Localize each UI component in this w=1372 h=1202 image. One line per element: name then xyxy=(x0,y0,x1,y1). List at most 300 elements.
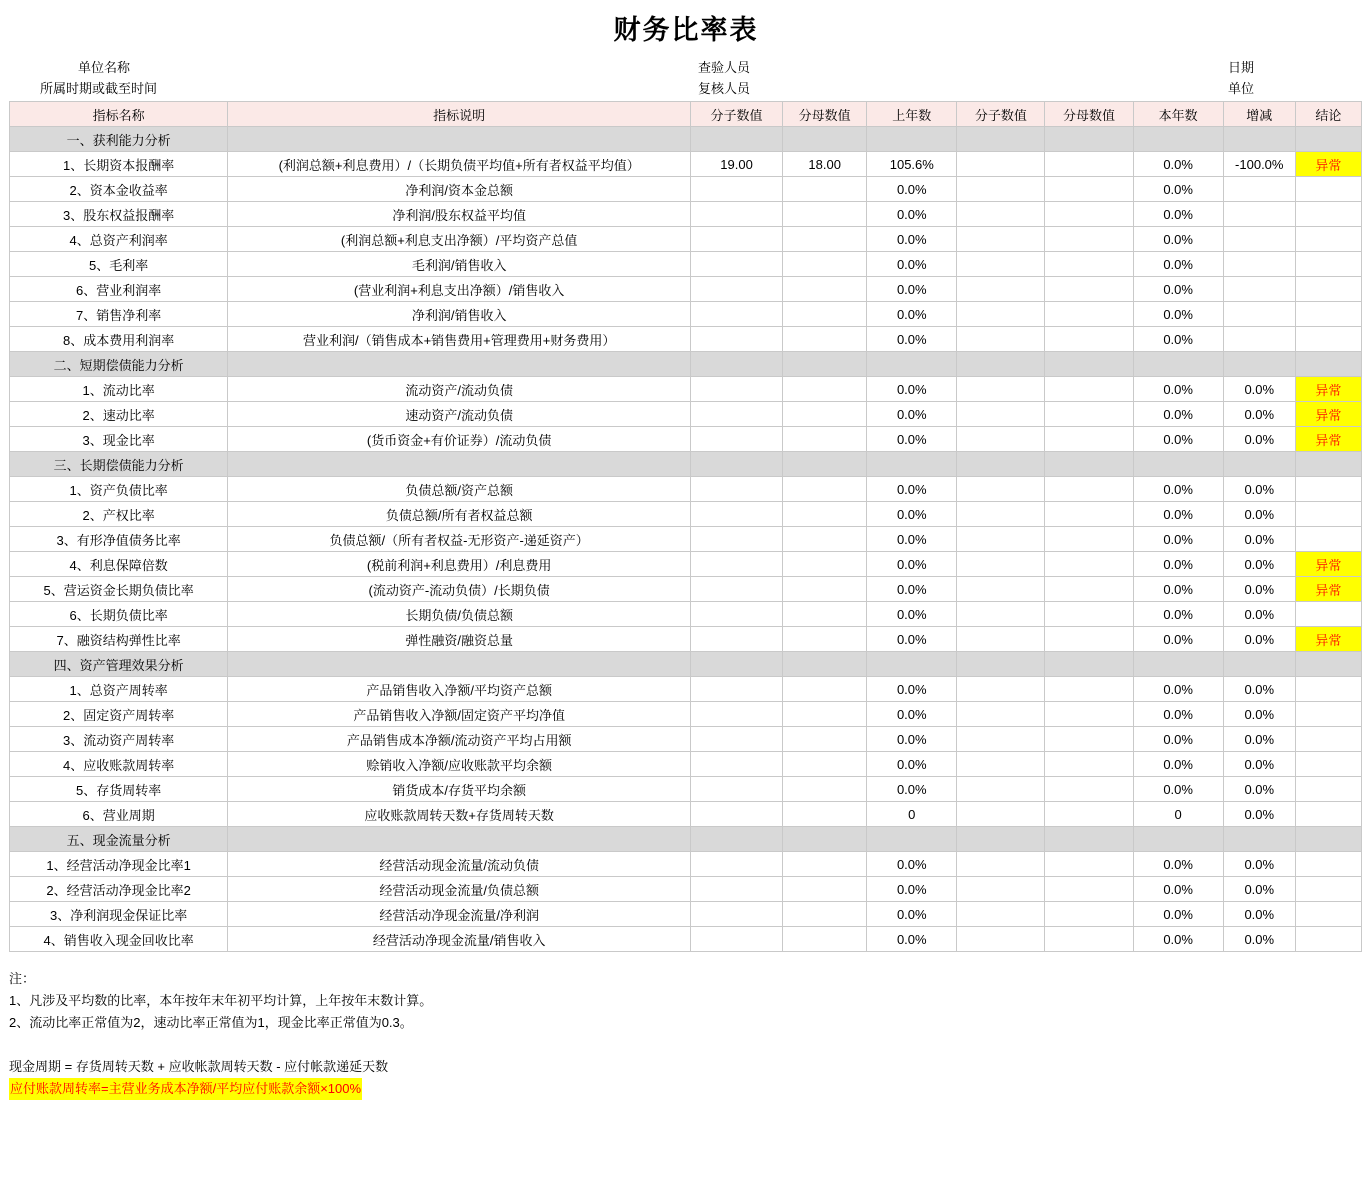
cell-indicator-name: 3、现金比率 xyxy=(10,427,228,452)
cell-denominator-curr xyxy=(1045,552,1133,577)
cell-prev-value: 0.0% xyxy=(867,377,957,402)
cell-change: 0.0% xyxy=(1223,527,1295,552)
cell-indicator-desc: (货币资金+有价证券）/流动负债 xyxy=(228,427,691,452)
cell-indicator-name: 4、利息保障倍数 xyxy=(10,552,228,577)
cell-conclusion xyxy=(1295,177,1361,202)
cell-change xyxy=(1223,252,1295,277)
section-filler-cell xyxy=(690,352,782,377)
cell-conclusion xyxy=(1295,852,1361,877)
cell-numerator-prev xyxy=(690,802,782,827)
cell-numerator-prev xyxy=(690,552,782,577)
section-title: 五、现金流量分析 xyxy=(10,827,228,852)
cell-conclusion xyxy=(1295,702,1361,727)
cell-numerator-curr xyxy=(957,427,1045,452)
cell-numerator-curr xyxy=(957,402,1045,427)
cell-numerator-curr xyxy=(957,752,1045,777)
cell-change: 0.0% xyxy=(1223,477,1295,502)
cell-numerator-curr xyxy=(957,177,1045,202)
table-section-row xyxy=(10,452,1362,477)
cell-prev-value: 0.0% xyxy=(867,502,957,527)
section-filler-cell xyxy=(867,352,957,377)
col-header-prev: 上年数 xyxy=(867,102,957,127)
section-filler-cell xyxy=(690,827,782,852)
section-filler-cell xyxy=(783,352,867,377)
table-row xyxy=(10,252,1362,277)
cell-curr-value: 0.0% xyxy=(1133,527,1223,552)
cell-indicator-desc: 长期负债/负债总额 xyxy=(228,602,691,627)
cell-change xyxy=(1223,177,1295,202)
cell-curr-value: 0.0% xyxy=(1133,777,1223,802)
section-filler-cell xyxy=(1133,652,1223,677)
table-row xyxy=(10,577,1362,602)
cell-indicator-desc: 营业利润/（销售成本+销售费用+管理费用+财务费用） xyxy=(228,327,691,352)
cell-indicator-name: 4、销售收入现金回收比率 xyxy=(10,927,228,952)
period-label: 所属时期或截至时间 xyxy=(40,81,158,96)
cell-indicator-name: 4、总资产利润率 xyxy=(10,227,228,252)
document-meta xyxy=(0,57,1372,101)
cell-conclusion: 异常 xyxy=(1295,377,1361,402)
section-filler-cell xyxy=(228,827,691,852)
cell-conclusion xyxy=(1295,227,1361,252)
cell-numerator-prev xyxy=(690,377,782,402)
cell-denominator-prev xyxy=(783,602,867,627)
section-filler-cell xyxy=(1223,127,1295,152)
cell-indicator-name: 3、有形净值债务比率 xyxy=(10,527,228,552)
cell-change: 0.0% xyxy=(1223,927,1295,952)
section-filler-cell xyxy=(783,127,867,152)
table-row xyxy=(10,202,1362,227)
cell-curr-value: 0 xyxy=(1133,802,1223,827)
table-row xyxy=(10,627,1362,652)
cell-denominator-prev xyxy=(783,677,867,702)
cell-indicator-desc: 速动资产/流动负债 xyxy=(228,402,691,427)
cell-change: 0.0% xyxy=(1223,602,1295,627)
cell-denominator-curr xyxy=(1045,227,1133,252)
table-row xyxy=(10,227,1362,252)
cell-numerator-curr xyxy=(957,877,1045,902)
cell-indicator-desc: 负债总额/资产总额 xyxy=(228,477,691,502)
checker-label: 查验人员 xyxy=(698,60,751,75)
cell-numerator-curr xyxy=(957,377,1045,402)
cell-change: 0.0% xyxy=(1223,402,1295,427)
cell-indicator-name: 2、速动比率 xyxy=(10,402,228,427)
header-row xyxy=(10,102,1362,127)
cell-indicator-desc: 净利润/股东权益平均值 xyxy=(228,202,691,227)
section-filler-cell xyxy=(1295,352,1361,377)
cell-denominator-prev xyxy=(783,852,867,877)
cell-numerator-curr xyxy=(957,627,1045,652)
cell-denominator-prev xyxy=(783,552,867,577)
table-row xyxy=(10,327,1362,352)
section-filler-cell xyxy=(690,127,782,152)
cell-numerator-curr xyxy=(957,302,1045,327)
table-header xyxy=(10,102,1362,127)
cell-numerator-curr xyxy=(957,152,1045,177)
cell-numerator-curr xyxy=(957,202,1045,227)
cell-numerator-curr xyxy=(957,702,1045,727)
cell-numerator-prev xyxy=(690,577,782,602)
cell-denominator-prev xyxy=(783,177,867,202)
cell-prev-value: 0.0% xyxy=(867,252,957,277)
cell-denominator-curr xyxy=(1045,527,1133,552)
cell-conclusion: 异常 xyxy=(1295,577,1361,602)
cell-conclusion xyxy=(1295,527,1361,552)
cell-denominator-prev xyxy=(783,427,867,452)
cell-change: 0.0% xyxy=(1223,677,1295,702)
table-body xyxy=(10,127,1362,952)
section-filler-cell xyxy=(1295,652,1361,677)
cell-numerator-curr xyxy=(957,802,1045,827)
cell-curr-value: 0.0% xyxy=(1133,427,1223,452)
cell-numerator-curr xyxy=(957,502,1045,527)
cell-prev-value: 105.6% xyxy=(867,152,957,177)
cell-prev-value: 0.0% xyxy=(867,702,957,727)
highlighted-note: 应付账款周转率=主营业务成本净额/平均应付账款余额×100% xyxy=(9,1078,362,1100)
cell-numerator-prev xyxy=(690,427,782,452)
section-filler-cell xyxy=(783,452,867,477)
cell-numerator-curr xyxy=(957,902,1045,927)
table-row xyxy=(10,752,1362,777)
cell-indicator-name: 1、总资产周转率 xyxy=(10,677,228,702)
cell-numerator-prev xyxy=(690,752,782,777)
cell-conclusion xyxy=(1295,252,1361,277)
cell-denominator-prev xyxy=(783,777,867,802)
cell-denominator-prev xyxy=(783,702,867,727)
date-label: 日期 xyxy=(1228,60,1255,75)
section-filler-cell xyxy=(867,827,957,852)
cell-numerator-curr xyxy=(957,577,1045,602)
cell-denominator-prev xyxy=(783,877,867,902)
section-filler-cell xyxy=(1223,452,1295,477)
cell-prev-value: 0.0% xyxy=(867,327,957,352)
cell-indicator-desc: 弹性融资/融资总量 xyxy=(228,627,691,652)
cell-indicator-name: 5、营运资金长期负债比率 xyxy=(10,577,228,602)
ratio-table xyxy=(9,101,1362,952)
cell-conclusion: 异常 xyxy=(1295,402,1361,427)
cell-indicator-name: 7、融资结构弹性比率 xyxy=(10,627,228,652)
cell-indicator-desc: 销货成本/存货平均余额 xyxy=(228,777,691,802)
table-section-row xyxy=(10,827,1362,852)
cell-denominator-prev xyxy=(783,302,867,327)
cell-numerator-prev xyxy=(690,677,782,702)
cell-prev-value: 0.0% xyxy=(867,902,957,927)
col-header-num-curr: 分子数值 xyxy=(957,102,1045,127)
cell-denominator-curr xyxy=(1045,752,1133,777)
cell-denominator-curr xyxy=(1045,627,1133,652)
cell-denominator-curr xyxy=(1045,302,1133,327)
cell-denominator-curr xyxy=(1045,702,1133,727)
cell-numerator-curr xyxy=(957,477,1045,502)
cell-indicator-desc: 负债总额/（所有者权益-无形资产-递延资产） xyxy=(228,527,691,552)
cell-curr-value: 0.0% xyxy=(1133,677,1223,702)
cell-indicator-desc: 净利润/资本金总额 xyxy=(228,177,691,202)
cell-conclusion: 异常 xyxy=(1295,152,1361,177)
cell-indicator-desc: 经营活动现金流量/流动负债 xyxy=(228,852,691,877)
cell-curr-value: 0.0% xyxy=(1133,227,1223,252)
unit-name-label: 单位名称 xyxy=(78,60,131,75)
cell-curr-value: 0.0% xyxy=(1133,177,1223,202)
section-filler-cell xyxy=(1045,127,1133,152)
table-row xyxy=(10,852,1362,877)
cell-curr-value: 0.0% xyxy=(1133,202,1223,227)
cell-conclusion xyxy=(1295,927,1361,952)
cell-denominator-curr xyxy=(1045,502,1133,527)
section-filler-cell xyxy=(1045,352,1133,377)
cell-conclusion: 异常 xyxy=(1295,627,1361,652)
cell-change xyxy=(1223,227,1295,252)
cell-conclusion: 异常 xyxy=(1295,552,1361,577)
cell-curr-value: 0.0% xyxy=(1133,627,1223,652)
table-row xyxy=(10,277,1362,302)
section-filler-cell xyxy=(1295,127,1361,152)
cell-indicator-name: 6、营业周期 xyxy=(10,802,228,827)
col-header-name: 指标名称 xyxy=(10,102,228,127)
cell-indicator-name: 7、销售净利率 xyxy=(10,302,228,327)
col-header-conclusion: 结论 xyxy=(1295,102,1361,127)
highlighted-note-wrap xyxy=(9,1078,1372,1100)
cell-numerator-prev xyxy=(690,327,782,352)
cell-conclusion xyxy=(1295,602,1361,627)
cell-prev-value: 0.0% xyxy=(867,527,957,552)
cell-numerator-curr xyxy=(957,777,1045,802)
table-row xyxy=(10,527,1362,552)
table-row xyxy=(10,702,1362,727)
cell-numerator-curr xyxy=(957,327,1045,352)
cell-denominator-curr xyxy=(1045,177,1133,202)
section-filler-cell xyxy=(1223,652,1295,677)
cell-change: 0.0% xyxy=(1223,802,1295,827)
cell-conclusion xyxy=(1295,752,1361,777)
cell-indicator-desc: 经营活动现金流量/负债总额 xyxy=(228,877,691,902)
cell-indicator-desc: 赊销收入净额/应收账款平均余额 xyxy=(228,752,691,777)
section-filler-cell xyxy=(1133,352,1223,377)
cell-numerator-prev xyxy=(690,227,782,252)
cell-numerator-prev xyxy=(690,602,782,627)
table-row xyxy=(10,477,1362,502)
cell-indicator-name: 1、长期资本报酬率 xyxy=(10,152,228,177)
cell-denominator-prev xyxy=(783,377,867,402)
cell-curr-value: 0.0% xyxy=(1133,577,1223,602)
cell-conclusion xyxy=(1295,302,1361,327)
table-row xyxy=(10,777,1362,802)
cell-numerator-curr xyxy=(957,852,1045,877)
cell-denominator-curr xyxy=(1045,877,1133,902)
col-header-curr: 本年数 xyxy=(1133,102,1223,127)
cell-indicator-name: 3、净利润现金保证比率 xyxy=(10,902,228,927)
cell-denominator-curr xyxy=(1045,327,1133,352)
section-filler-cell xyxy=(957,652,1045,677)
cell-curr-value: 0.0% xyxy=(1133,377,1223,402)
cell-indicator-desc: 应收账款周转天数+存货周转天数 xyxy=(228,802,691,827)
section-filler-cell xyxy=(1045,452,1133,477)
section-filler-cell xyxy=(1223,827,1295,852)
section-filler-cell xyxy=(957,452,1045,477)
cell-indicator-name: 3、流动资产周转率 xyxy=(10,727,228,752)
cell-prev-value: 0.0% xyxy=(867,177,957,202)
cell-prev-value: 0.0% xyxy=(867,602,957,627)
cell-denominator-prev xyxy=(783,227,867,252)
section-filler-cell xyxy=(1133,827,1223,852)
cell-indicator-name: 2、资本金收益率 xyxy=(10,177,228,202)
cell-prev-value: 0.0% xyxy=(867,577,957,602)
cell-denominator-curr xyxy=(1045,902,1133,927)
cell-change: 0.0% xyxy=(1223,752,1295,777)
notes-spacer xyxy=(9,1034,1372,1056)
section-filler-cell xyxy=(867,452,957,477)
cell-curr-value: 0.0% xyxy=(1133,502,1223,527)
table-row xyxy=(10,802,1362,827)
section-filler-cell xyxy=(1133,127,1223,152)
cell-conclusion: 异常 xyxy=(1295,427,1361,452)
cell-denominator-prev xyxy=(783,627,867,652)
section-filler-cell xyxy=(1223,352,1295,377)
table-row xyxy=(10,502,1362,527)
cell-conclusion xyxy=(1295,677,1361,702)
cell-curr-value: 0.0% xyxy=(1133,852,1223,877)
cell-indicator-desc: 流动资产/流动负债 xyxy=(228,377,691,402)
note-line-1: 1、凡涉及平均数的比率，本年按年末年初平均计算，上年按年末数计算。 xyxy=(9,993,433,1008)
cell-curr-value: 0.0% xyxy=(1133,602,1223,627)
cell-numerator-curr xyxy=(957,677,1045,702)
cell-prev-value: 0.0% xyxy=(867,627,957,652)
cell-indicator-desc: 经营活动净现金流量/销售收入 xyxy=(228,927,691,952)
cell-denominator-prev xyxy=(783,202,867,227)
table-row xyxy=(10,152,1362,177)
cell-change: 0.0% xyxy=(1223,377,1295,402)
cell-change: 0.0% xyxy=(1223,902,1295,927)
cell-change xyxy=(1223,327,1295,352)
col-header-den-prev: 分母数值 xyxy=(783,102,867,127)
cell-change: 0.0% xyxy=(1223,502,1295,527)
cell-conclusion xyxy=(1295,877,1361,902)
cell-curr-value: 0.0% xyxy=(1133,327,1223,352)
cell-denominator-curr xyxy=(1045,852,1133,877)
section-filler-cell xyxy=(228,127,691,152)
cell-prev-value: 0.0% xyxy=(867,552,957,577)
section-filler-cell xyxy=(228,452,691,477)
cell-indicator-name: 1、经营活动净现金比率1 xyxy=(10,852,228,877)
cell-curr-value: 0.0% xyxy=(1133,552,1223,577)
cell-change xyxy=(1223,277,1295,302)
reviewer-label: 复核人员 xyxy=(698,81,751,96)
col-header-den-curr: 分母数值 xyxy=(1045,102,1133,127)
cell-change: 0.0% xyxy=(1223,777,1295,802)
cell-change: -100.0% xyxy=(1223,152,1295,177)
cell-indicator-desc: (利润总额+利息费用）/（长期负债平均值+所有者权益平均值） xyxy=(228,152,691,177)
cell-numerator-curr xyxy=(957,602,1045,627)
cell-indicator-name: 2、产权比率 xyxy=(10,502,228,527)
cell-denominator-curr xyxy=(1045,252,1133,277)
cell-indicator-name: 3、股东权益报酬率 xyxy=(10,202,228,227)
section-filler-cell xyxy=(867,652,957,677)
cell-denominator-curr xyxy=(1045,402,1133,427)
table-row xyxy=(10,402,1362,427)
cell-prev-value: 0.0% xyxy=(867,927,957,952)
cell-conclusion xyxy=(1295,802,1361,827)
cell-denominator-curr xyxy=(1045,727,1133,752)
cell-prev-value: 0.0% xyxy=(867,477,957,502)
cell-prev-value: 0.0% xyxy=(867,302,957,327)
cell-curr-value: 0.0% xyxy=(1133,902,1223,927)
date-unit-label: 单位 xyxy=(1228,81,1255,96)
cell-conclusion xyxy=(1295,202,1361,227)
section-filler-cell xyxy=(1295,452,1361,477)
cell-indicator-name: 6、营业利润率 xyxy=(10,277,228,302)
cell-numerator-prev xyxy=(690,477,782,502)
cell-curr-value: 0.0% xyxy=(1133,477,1223,502)
section-filler-cell xyxy=(1133,452,1223,477)
cell-numerator-curr xyxy=(957,527,1045,552)
cell-indicator-desc: (利润总额+利息支出净额）/平均资产总值 xyxy=(228,227,691,252)
cell-indicator-desc: 产品销售收入净额/平均资产总额 xyxy=(228,677,691,702)
cell-curr-value: 0.0% xyxy=(1133,727,1223,752)
section-title: 三、长期偿债能力分析 xyxy=(10,452,228,477)
cell-indicator-desc: 产品销售成本净额/流动资产平均占用额 xyxy=(228,727,691,752)
cell-denominator-curr xyxy=(1045,477,1133,502)
cell-conclusion xyxy=(1295,727,1361,752)
cell-denominator-prev: 18.00 xyxy=(783,152,867,177)
cell-indicator-desc: (流动资产-流动负债）/长期负债 xyxy=(228,577,691,602)
cell-curr-value: 0.0% xyxy=(1133,152,1223,177)
cash-cycle-note: 现金周期 = 存货周转天数 + 应收帐款周转天数 - 应付帐款递延天数 xyxy=(9,1059,389,1074)
cell-denominator-curr xyxy=(1045,802,1133,827)
table-section-row xyxy=(10,127,1362,152)
cell-indicator-desc: (税前利润+利息费用）/利息费用 xyxy=(228,552,691,577)
table-row xyxy=(10,727,1362,752)
table-row xyxy=(10,177,1362,202)
cell-prev-value: 0.0% xyxy=(867,727,957,752)
cell-denominator-prev xyxy=(783,502,867,527)
section-filler-cell xyxy=(228,652,691,677)
table-row xyxy=(10,552,1362,577)
cell-change: 0.0% xyxy=(1223,427,1295,452)
cell-denominator-curr xyxy=(1045,427,1133,452)
cell-denominator-prev xyxy=(783,927,867,952)
cell-denominator-prev xyxy=(783,402,867,427)
cell-conclusion xyxy=(1295,277,1361,302)
cell-change: 0.0% xyxy=(1223,627,1295,652)
section-filler-cell xyxy=(1295,827,1361,852)
table-row xyxy=(10,427,1362,452)
cell-curr-value: 0.0% xyxy=(1133,402,1223,427)
col-header-desc: 指标说明 xyxy=(228,102,691,127)
cell-numerator-curr xyxy=(957,927,1045,952)
cell-denominator-prev xyxy=(783,252,867,277)
cell-denominator-prev xyxy=(783,902,867,927)
col-header-change: 增减 xyxy=(1223,102,1295,127)
cell-prev-value: 0.0% xyxy=(867,777,957,802)
cell-denominator-prev xyxy=(783,277,867,302)
table-row xyxy=(10,602,1362,627)
cell-change: 0.0% xyxy=(1223,877,1295,902)
section-filler-cell xyxy=(783,827,867,852)
cell-indicator-name: 1、流动比率 xyxy=(10,377,228,402)
cell-denominator-prev xyxy=(783,752,867,777)
cell-denominator-prev xyxy=(783,327,867,352)
cell-numerator-curr xyxy=(957,252,1045,277)
section-filler-cell xyxy=(867,127,957,152)
cell-numerator-prev: 19.00 xyxy=(690,152,782,177)
cell-denominator-curr xyxy=(1045,377,1133,402)
cell-indicator-desc: 毛利润/销售收入 xyxy=(228,252,691,277)
cell-curr-value: 0.0% xyxy=(1133,277,1223,302)
cell-denominator-curr xyxy=(1045,927,1133,952)
table-section-row xyxy=(10,652,1362,677)
cell-conclusion xyxy=(1295,902,1361,927)
cell-prev-value: 0.0% xyxy=(867,877,957,902)
table-section-row xyxy=(10,352,1362,377)
table-row xyxy=(10,902,1362,927)
